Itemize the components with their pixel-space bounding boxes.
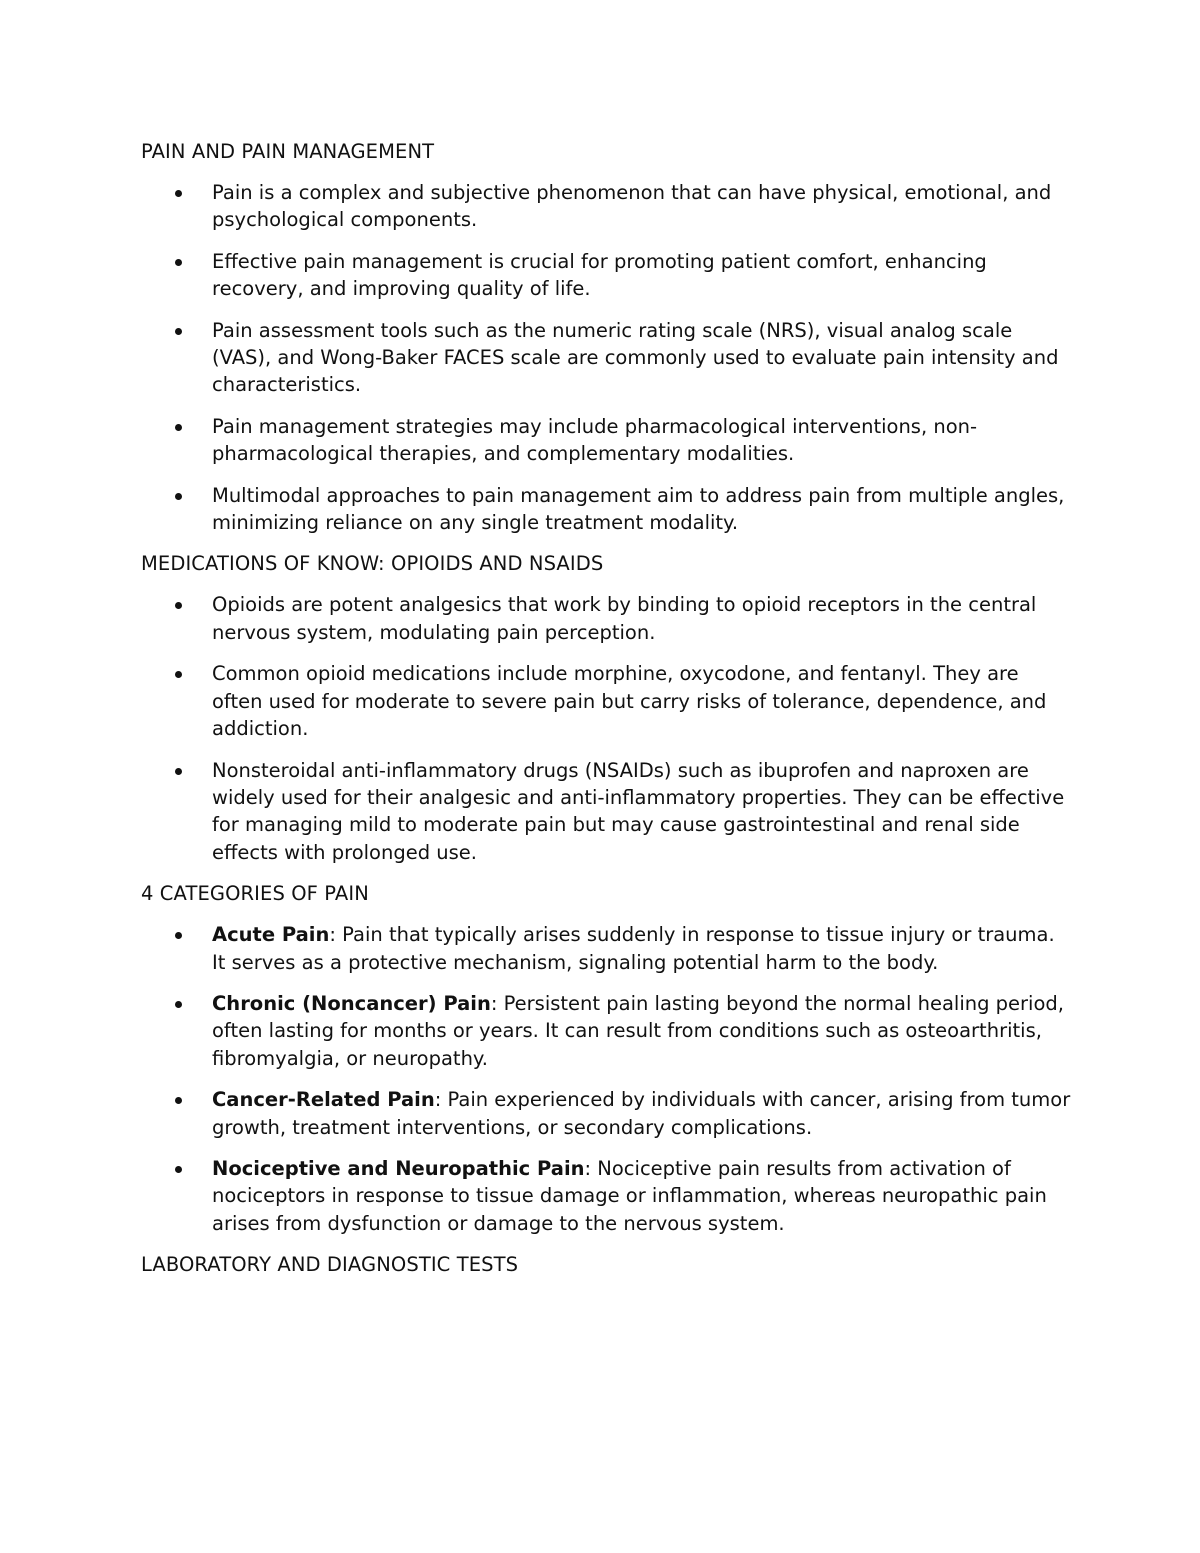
list-item-text: Nonsteroidal anti-inflammatory drugs (NSAIDs) such as ibuprofen and naproxen are widely used for their analgesic and anti-inflammatory properties. They can be effective for managing mild to moderate pain but may cause gastrointestinal and renal side effects with prolonged use. xyxy=(212,758,1065,864)
document-page xyxy=(141,138,1071,1292)
list-item xyxy=(141,757,1071,867)
list-item xyxy=(141,591,1071,646)
list-item-term: Chronic (Noncancer) Pain xyxy=(212,991,491,1015)
list-item-text: Multimodal approaches to pain management aim to address pain from multiple angles, minimizing reliance on any single treatment modality. xyxy=(212,483,1065,535)
section-heading: 4 CATEGORIES OF PAIN xyxy=(141,882,369,906)
bullet-icon xyxy=(175,768,182,775)
list-item xyxy=(141,1155,1071,1237)
list-item-term: Acute Pain xyxy=(212,923,330,947)
bullet-icon xyxy=(175,1097,182,1104)
bullet-icon xyxy=(175,328,182,335)
bullet-icon xyxy=(175,602,182,609)
list-item xyxy=(141,921,1071,976)
bullet-list xyxy=(141,591,1071,866)
bullet-icon xyxy=(175,424,182,431)
list-item-text: : Persistent pain lasting beyond the normal healing period, often lasting for months or years. It can result from conditions such as osteoarthritis, fibromyalgia, or neuropathy. xyxy=(212,991,1064,1070)
list-item-text: : Pain that typically arises suddenly in response to tissue injury or trauma. It serves as a protective mechanism, signaling potential harm to the body. xyxy=(212,923,1055,974)
list-item-text: : Nociceptive pain results from activation of nociceptors in response to tissue damage or inflammation, whereas neuropathic pain arises from dysfunction or damage to the nervous system. xyxy=(212,1156,1047,1235)
bullet-icon xyxy=(175,259,182,266)
bullet-icon xyxy=(175,932,182,939)
list-item-term: Nociceptive and Neuropathic Pain xyxy=(212,1156,585,1180)
section-heading: MEDICATIONS OF KNOW: OPIOIDS AND NSAIDS xyxy=(141,552,604,576)
list-item xyxy=(141,248,1071,303)
list-item-term: Cancer-Related Pain xyxy=(212,1088,435,1112)
list-item-text: Common opioid medications include morphine, oxycodone, and fentanyl. They are often used for moderate to severe pain but carry risks of tolerance, dependence, and addiction. xyxy=(212,662,1047,741)
bullet-icon xyxy=(175,671,182,678)
list-item-text: Pain assessment tools such as the numeric rating scale (NRS), visual analog scale (VAS), and Wong-Baker FACES scale are commonly used to evaluate pain intensity and characteristics. xyxy=(212,318,1059,397)
section-pain-management xyxy=(141,138,1071,536)
section-heading: PAIN AND PAIN MANAGEMENT xyxy=(141,140,435,163)
bullet-icon xyxy=(175,493,182,500)
bullet-list xyxy=(141,179,1071,536)
list-item-text: : Pain experienced by individuals with cancer, arising from tumor growth, treatment interventions, or secondary complications. xyxy=(212,1088,1071,1139)
section-lab-tests xyxy=(141,1251,1071,1278)
list-item-text: Effective pain management is crucial for promoting patient comfort, enhancing recovery, and improving quality of life. xyxy=(212,249,987,301)
bullet-list xyxy=(141,921,1071,1237)
list-item xyxy=(141,317,1071,399)
list-item xyxy=(141,990,1071,1072)
bullet-icon xyxy=(175,190,182,197)
list-item-text: Pain management strategies may include pharmacological interventions, non-pharmacological therapies, and complementary modalities. xyxy=(212,414,978,466)
bullet-icon xyxy=(175,1001,182,1008)
section-medications xyxy=(141,550,1071,866)
list-item-text: Pain is a complex and subjective phenomenon that can have physical, emotional, and psychological components. xyxy=(212,181,1052,232)
list-item xyxy=(141,660,1071,742)
bullet-icon xyxy=(175,1166,182,1173)
section-pain-categories xyxy=(141,880,1071,1237)
list-item-text: Opioids are potent analgesics that work by binding to opioid receptors in the central nervous system, modulating pain perception. xyxy=(212,593,1037,644)
section-heading: LABORATORY AND DIAGNOSTIC TESTS xyxy=(141,1253,519,1277)
list-item xyxy=(141,1086,1071,1141)
list-item xyxy=(141,179,1071,234)
list-item xyxy=(141,413,1071,468)
list-item xyxy=(141,482,1071,537)
